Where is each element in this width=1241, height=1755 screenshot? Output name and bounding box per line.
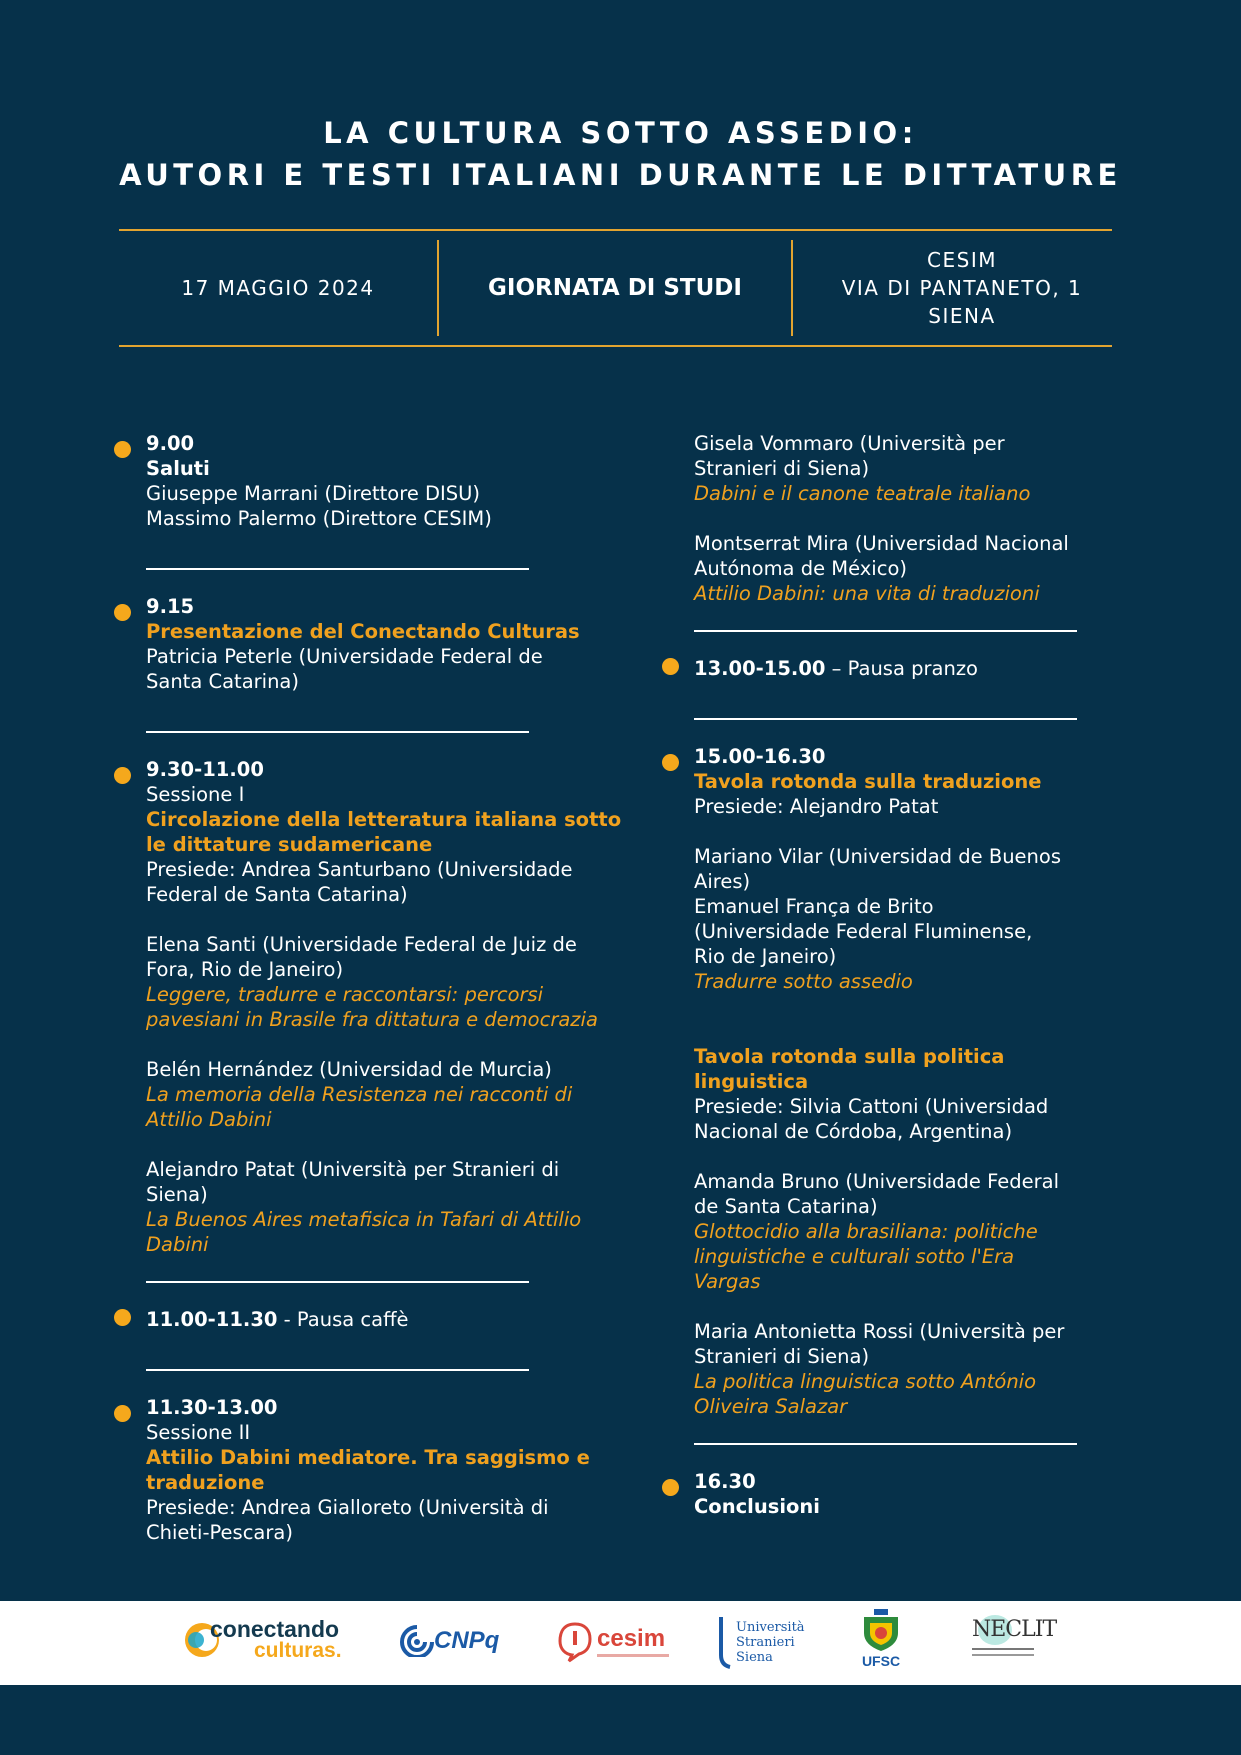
talk-title: Dabini	[146, 1233, 209, 1256]
talk-title: La Buenos Aires metafisica in Tafari di Attilio	[146, 1208, 582, 1231]
unistrasi-line-3: Siena	[736, 1649, 773, 1665]
cesim-emblem-icon	[557, 1621, 593, 1663]
speaker: Alejandro Patat (Università per Stranieri di	[146, 1158, 560, 1181]
neclit-caption-rule	[972, 1648, 1034, 1650]
session-2-talks	[694, 431, 1124, 606]
session-title: Circolazione della letteratura italiana sotto	[146, 808, 622, 831]
speaker: Montserrat Mira (Universidad Nacional	[694, 532, 1069, 555]
bullet-dot	[114, 767, 131, 784]
event-date: 17 MAGGIO 2024	[181, 276, 375, 300]
speaker: Stranieri di Siena)	[694, 1345, 870, 1368]
bullet-dot	[114, 1405, 131, 1422]
program-item-session-1	[146, 757, 646, 1257]
item-title: Conclusioni	[694, 1495, 820, 1518]
program-item-saluti	[146, 431, 646, 531]
ufsc-logo	[858, 1607, 904, 1669]
cesim-wordmark: cesim	[597, 1625, 666, 1652]
program-item-session-2	[146, 1395, 646, 1545]
ufsc-coat-of-arms-icon	[858, 1607, 904, 1653]
neclit-logo	[972, 1617, 1056, 1656]
speaker: Giuseppe Marrani (Direttore DISU)	[146, 482, 481, 505]
item-time: 16.30	[694, 1470, 756, 1493]
cnpq-logo	[400, 1625, 499, 1657]
roundtable-chair: Presiede: Alejandro Patat	[694, 795, 939, 818]
venue-name: CESIM	[927, 248, 997, 272]
session-title: Attilio Dabini mediatore. Tra saggismo e	[146, 1446, 590, 1469]
item-title: Saluti	[146, 457, 210, 480]
program-item-coffee-break	[146, 1307, 646, 1332]
bullet-dot	[114, 1309, 131, 1326]
speaker: Maria Antonietta Rossi (Università per	[694, 1320, 1065, 1343]
speaker: Patricia Peterle (Universidade Federal de	[146, 645, 543, 668]
neclit-wordmark: NECLIT	[972, 1617, 1057, 1642]
session-label: Sessione II	[146, 1421, 251, 1444]
session-chair: Federal de Santa Catarina)	[146, 883, 408, 906]
item-time: 9.00	[146, 432, 195, 455]
speaker: Autónoma de México)	[694, 557, 907, 580]
session-label: Sessione I	[146, 783, 245, 806]
speaker: Belén Hernández (Universidad de Murcia)	[146, 1058, 552, 1081]
session-chair: Presiede: Andrea Gialloreto (Università di	[146, 1496, 549, 1519]
speaker: Fora, Rio de Janeiro)	[146, 958, 344, 981]
participant: Rio de Janeiro)	[694, 945, 837, 968]
item-time: 13.00-15.00	[694, 657, 826, 680]
speaker: Amanda Bruno (Universidade Federal	[694, 1170, 1060, 1193]
session-title: le dittature sudamericane	[146, 833, 433, 856]
venue-street: VIA DI PANTANETO, 1	[841, 276, 1083, 300]
talk-title: Attilio Dabini: una vita di traduzioni	[694, 582, 1040, 605]
program-right-column	[694, 431, 1124, 1519]
roundtable-chair: Presiede: Silvia Cattoni (Universidad	[694, 1095, 1049, 1118]
page-title	[0, 112, 1241, 196]
program-item-lunch-break	[694, 656, 1124, 681]
cnpq-emblem-icon	[400, 1625, 434, 1657]
session-chair: Chieti-Pescara)	[146, 1521, 293, 1544]
neclit-caption-rule	[972, 1654, 1034, 1656]
talk-title: Leggere, tradurre e raccontarsi: percorsi	[146, 983, 544, 1006]
item-time: 15.00-16.30	[694, 745, 826, 768]
talk-title: linguistiche e culturali sotto l'Era	[694, 1245, 1015, 1268]
culturas-wordmark: culturas.	[254, 1639, 342, 1662]
speaker: de Santa Catarina)	[694, 1195, 878, 1218]
speaker: Stranieri di Siena)	[694, 457, 870, 480]
band-top-rule	[119, 229, 1112, 231]
roundtable-title: Tavola rotonda sulla politica	[694, 1045, 1005, 1068]
cesim-tagline-bar	[597, 1654, 669, 1657]
session-chair: Presiede: Andrea Santurbano (Universidade	[146, 858, 573, 881]
participant: (Universidade Federal Fluminense,	[694, 920, 1033, 943]
band-bottom-rule	[119, 345, 1112, 347]
roundtable-chair: Nacional de Córdoba, Argentina)	[694, 1120, 1013, 1143]
roundtable-title: Tavola rotonda sulla traduzione	[694, 770, 1042, 793]
talk-title: Dabini e il canone teatrale italiano	[694, 482, 1031, 505]
speaker: Massimo Palermo (Direttore CESIM)	[146, 507, 492, 530]
item-time: 9.30-11.00	[146, 758, 264, 781]
bullet-dot	[114, 441, 131, 458]
program-item-roundtable-translation	[694, 744, 1124, 994]
program-item-presentazione	[146, 594, 646, 694]
bullet-dot	[662, 754, 679, 771]
bullet-dot	[662, 1479, 679, 1496]
venue-city: SIENA	[928, 304, 996, 328]
conectando-wordmark: conectando	[210, 1616, 340, 1642]
speaker: Siena)	[146, 1183, 208, 1206]
participant: Mariano Vilar (Universidad de Buenos	[694, 845, 1062, 868]
cesim-logo	[557, 1621, 669, 1663]
event-type: GIORNATA DI STUDI	[488, 275, 742, 301]
talk-title: La memoria della Resistenza nei racconti di	[146, 1083, 573, 1106]
break-label: - Pausa caffè	[277, 1308, 409, 1331]
ufsc-wordmark: UFSC	[861, 1653, 901, 1669]
unistrasi-line-2: Stranieri	[736, 1634, 795, 1650]
participant: Emanuel França de Brito	[694, 895, 934, 918]
speaker: Elena Santi (Universidade Federal de Juiz de	[146, 933, 577, 956]
talk-title: Oliveira Salazar	[694, 1395, 848, 1418]
item-time: 11.30-13.00	[146, 1396, 278, 1419]
cnpq-wordmark: CNPq	[434, 1627, 500, 1654]
participant: Aires)	[694, 870, 751, 893]
unistrasi-emblem-icon	[718, 1615, 732, 1669]
talk-title: Attilio Dabini	[146, 1108, 272, 1131]
talk-title: pavesiani in Brasile fra dittatura e democrazia	[146, 1008, 598, 1031]
roundtable-title: linguistica	[694, 1070, 809, 1093]
bullet-dot	[114, 604, 131, 621]
unistrasi-logo	[718, 1615, 805, 1669]
program-item-conclusioni	[694, 1469, 1124, 1519]
item-time: 9.15	[146, 595, 195, 618]
talk-title: Vargas	[694, 1270, 761, 1293]
event-venue	[793, 240, 1131, 336]
title-line-1: LA CULTURA SOTTO ASSEDIO:	[323, 116, 918, 150]
speaker: Santa Catarina)	[146, 670, 299, 693]
unistrasi-line-1: Università	[736, 1619, 805, 1635]
talk-title: La politica linguistica sotto António	[694, 1370, 1037, 1393]
session-title: traduzione	[146, 1471, 265, 1494]
talk-title: Glottocidio alla brasiliana: politiche	[694, 1220, 1038, 1243]
program-item-roundtable-language-policy	[694, 1044, 1124, 1419]
bullet-dot	[662, 658, 679, 675]
sponsor-logo-bar	[0, 1601, 1241, 1685]
break-label: – Pausa pranzo	[825, 657, 978, 680]
item-title: Presentazione del Conectando Culturas	[146, 620, 580, 643]
item-time: 11.00-11.30	[146, 1308, 278, 1331]
program-left-column	[146, 431, 646, 1545]
talk-title: Tradurre sotto assedio	[694, 970, 913, 993]
conectando-culturas-logo	[184, 1616, 342, 1662]
speaker: Gisela Vommaro (Università per	[694, 432, 1005, 455]
title-line-2: AUTORI E TESTI ITALIANI DURANTE LE DITTATURE	[119, 158, 1122, 192]
